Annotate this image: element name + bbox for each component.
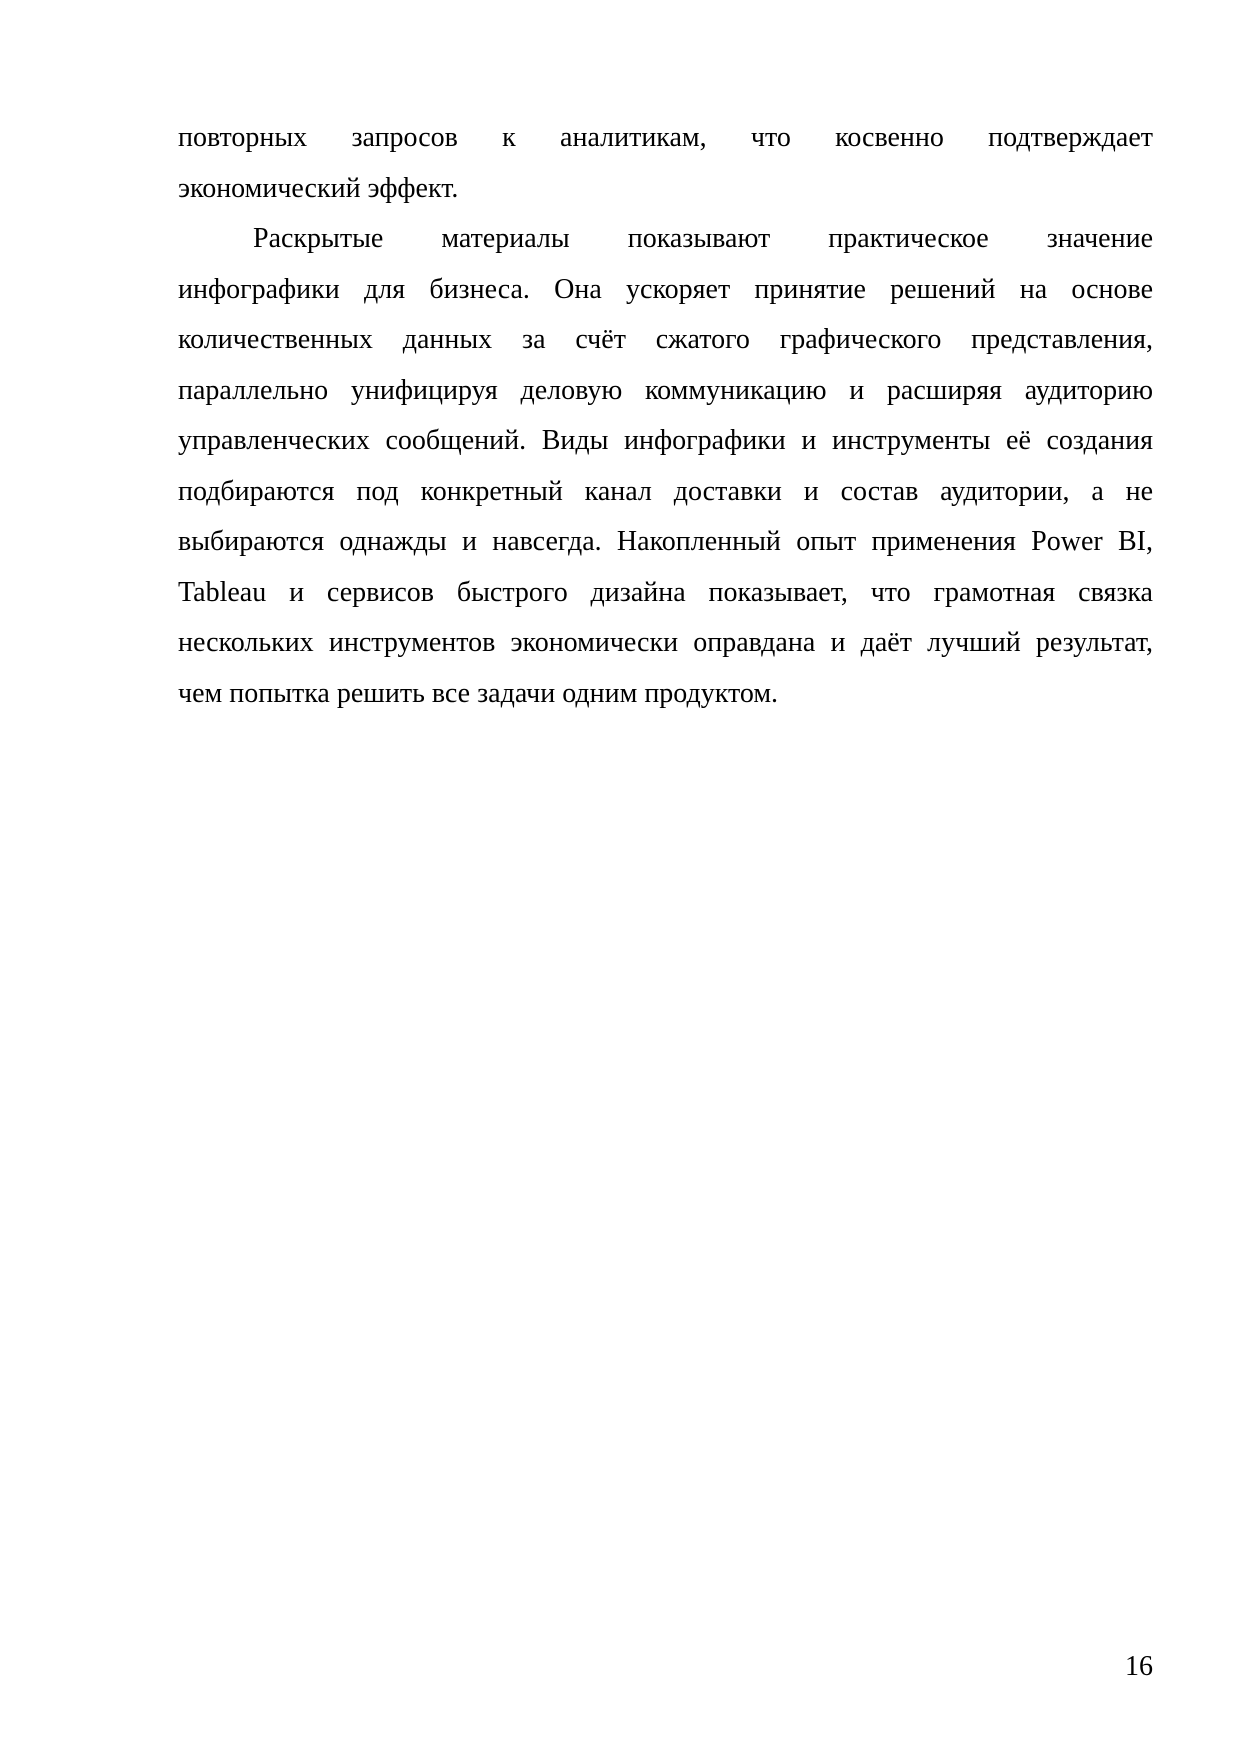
text-line: количественных данных за счёт сжатого графического представления, [178,324,1153,355]
text-line: экономический эффект. [178,172,459,204]
paragraph-continuation [178,113,1153,214]
page-number: 16 [1125,1651,1153,1682]
text-line: подбираются под конкретный канал доставки и состав аудитории, а не [178,475,1153,507]
text-line: Раскрытые материалы показывают практическое значение [253,223,1153,254]
paragraph-conclusion [178,214,1153,719]
text-line: управленческих сообщений. Виды инфографики и инструменты её создания [178,425,1153,456]
text-line: параллельно унифицируя деловую коммуникацию и расширяя аудиторию [178,374,1153,406]
text-line: инфографики для бизнеса. Она ускоряет принятие решений на основе [178,273,1153,305]
text-line: повторных запросов к аналитикам, что косвенно подтверждает [178,122,1153,153]
text-line: Tableau и сервисов быстрого дизайна показывает, что грамотная связка [178,576,1153,608]
text-line: выбираются однажды и навсегда. Накопленный опыт применения Power BI, [178,526,1153,557]
text-line: чем попытка решить все задачи одним продуктом. [178,677,779,709]
body-text [178,113,1153,719]
text-line: нескольких инструментов экономически оправдана и даёт лучший результат, [178,627,1153,658]
